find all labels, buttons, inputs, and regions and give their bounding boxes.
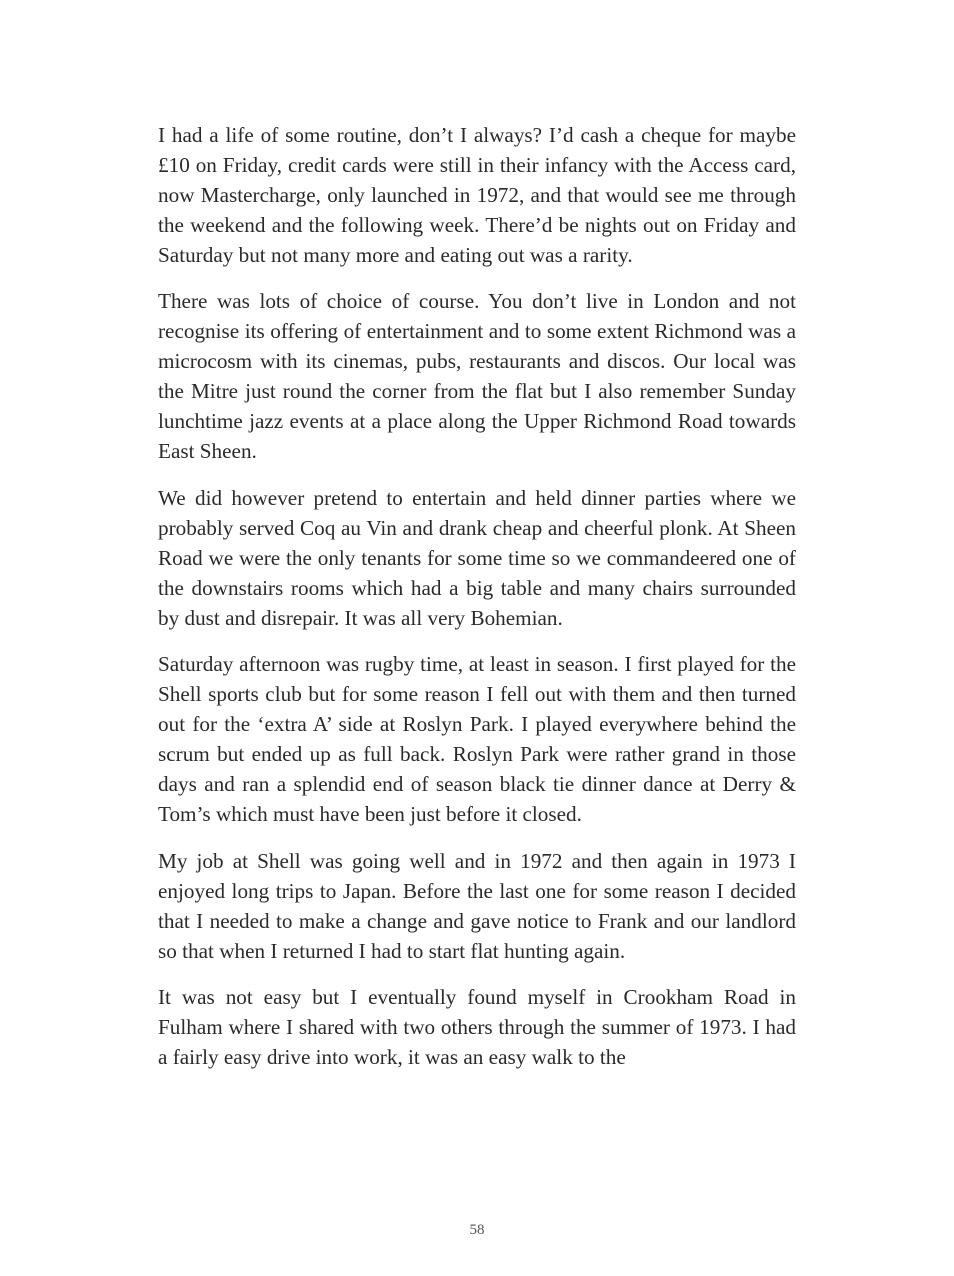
paragraph-rugby: Saturday afternoon was rugby time, at least in season. I first played for the Shell sports club but for some reason I fell out with them and then turned out for the ‘extra A’ side at Roslyn Park. I played everywhere behind the scrum but ended up as full back. Roslyn Park were rather grand in those days and ran a splendid end of season black tie dinner dance at Derry & Tom’s which must have been just before it closed. xyxy=(158,652,796,827)
paragraph-routine: I had a life of some routine, don’t I always? I’d cash a cheque for maybe £10 on Friday, credit cards were still in their infancy with the Access card, now Mastercharge, only launched in 1972, and that would see me through the weekend and the following week. There’d be nights out on Friday and Saturday but not many more and eating out was a rarity. xyxy=(158,123,796,267)
paragraph-dinner-parties: We did however pretend to entertain and held dinner parties where we probably served Coq au Vin and drank cheap and cheerful plonk. At Sheen Road we were the only tenants for some time so we commandeered one of the downstairs rooms which had a big table and many chairs surrounded by dust and disrepair. It was all very Bohemian. xyxy=(158,485,796,630)
paragraph-shell-job: My job at Shell was going well and in 1972 and then again in 1973 I enjoyed long trips to Japan. Before the last one for some reason I decided that I needed to make a change and gave notice to Frank and our landlord so that when I returned I had to start flat hunting again. xyxy=(158,848,796,963)
paragraph-crookham-road: It was not easy but I eventually found myself in Crookham Road in Fulham where I shared with two others through the summer of 1973. I had a fairly easy drive into work, it was an easy walk to the xyxy=(158,984,796,1069)
body-text xyxy=(158,120,796,1088)
paragraph-entertainment: There was lots of choice of course. You don’t live in London and not recognise its offering of entertainment and to some extent Richmond was a microcosm with its cinemas, pubs, restaurants and discos. Our local was the Mitre just round the corner from the flat but I also remember Sunday lunchtime jazz events at a place along the Upper Richmond Road towards East Sheen. xyxy=(158,289,796,464)
page-number: 58 xyxy=(469,1222,485,1238)
